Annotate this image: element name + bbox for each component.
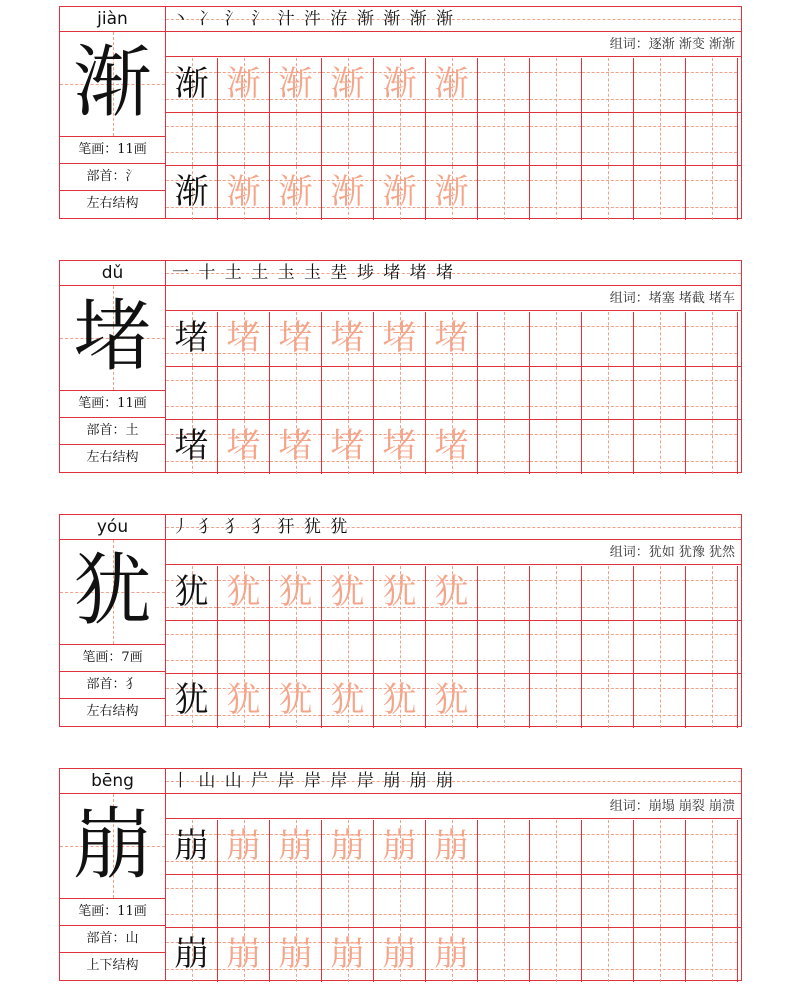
structure: 左右结构: [86, 450, 139, 465]
practice-cell[interactable]: [686, 928, 738, 982]
practice-cell[interactable]: [218, 367, 270, 419]
model-glyph: 堵: [174, 318, 209, 358]
practice-cell[interactable]: [166, 875, 218, 927]
trace-glyph: 崩: [226, 934, 261, 974]
practice-cell[interactable]: [530, 58, 582, 112]
practice-cell[interactable]: [426, 820, 478, 874]
practice-cell[interactable]: [218, 566, 270, 620]
model-glyph: 堵: [174, 426, 209, 466]
practice-cell[interactable]: [634, 875, 686, 927]
radical: 部首：土: [60, 418, 165, 445]
practice-cell[interactable]: [530, 312, 582, 366]
practice-cell[interactable]: [270, 820, 322, 874]
character-block: [59, 514, 742, 727]
practice-cell[interactable]: [166, 420, 218, 474]
practice-cell[interactable]: [426, 312, 478, 366]
trace-glyph: 崩: [382, 934, 417, 974]
trace-glyph: 犹: [382, 680, 417, 720]
practice-row-2: [166, 928, 738, 982]
character-info-panel: [60, 769, 166, 980]
word-examples: 组词：逐渐 渐变 渐渐: [609, 37, 735, 52]
model-glyph: 犹: [174, 680, 209, 720]
practice-cell[interactable]: [686, 566, 738, 620]
practice-cell[interactable]: [634, 928, 686, 982]
trace-glyph: 犹: [330, 680, 365, 720]
word-examples: 组词：崩塌 崩裂 崩溃: [609, 799, 735, 814]
practice-cell[interactable]: [582, 820, 634, 874]
stroke-order-row: [166, 769, 741, 794]
practice-cell[interactable]: [374, 420, 426, 474]
stroke-count: 笔画：11画: [60, 899, 165, 926]
practice-cell[interactable]: [686, 367, 738, 419]
trace-glyph: 崩: [278, 934, 313, 974]
practice-cell[interactable]: [374, 820, 426, 874]
practice-cell[interactable]: [166, 312, 218, 366]
practice-cell[interactable]: [166, 113, 218, 165]
practice-cell[interactable]: [634, 367, 686, 419]
practice-cell[interactable]: [374, 312, 426, 366]
practice-cell[interactable]: [478, 928, 530, 982]
practice-cell[interactable]: [374, 928, 426, 982]
practice-cell[interactable]: [270, 166, 322, 220]
practice-cell[interactable]: [270, 58, 322, 112]
word-row: [166, 794, 741, 819]
practice-cell[interactable]: [530, 621, 582, 673]
practice-cell[interactable]: [582, 420, 634, 474]
practice-cell[interactable]: [270, 875, 322, 927]
stroke-order-sequence: 丶 冫 氵 氵 汁 汼 洊 渐 渐 渐 渐: [172, 9, 456, 29]
practice-cell[interactable]: [218, 621, 270, 673]
practice-cell[interactable]: [686, 312, 738, 366]
practice-cell[interactable]: [166, 367, 218, 419]
practice-cell[interactable]: [426, 674, 478, 728]
trace-glyph: 堵: [382, 318, 417, 358]
trace-glyph: 犹: [226, 572, 261, 612]
trace-glyph: 渐: [382, 172, 417, 212]
stroke-count: 笔画：11画: [60, 137, 165, 164]
practice-cell[interactable]: [270, 566, 322, 620]
practice-cell[interactable]: [530, 113, 582, 165]
practice-cell[interactable]: [270, 367, 322, 419]
practice-cell[interactable]: [322, 875, 374, 927]
character-info-panel: [60, 7, 166, 218]
practice-cell[interactable]: [166, 928, 218, 982]
structure: 左右结构: [86, 704, 139, 719]
practice-cell[interactable]: [686, 166, 738, 220]
practice-cell[interactable]: [530, 928, 582, 982]
practice-cell[interactable]: [686, 875, 738, 927]
large-character-box: [60, 286, 165, 391]
trace-glyph: 堵: [434, 318, 469, 358]
practice-cell[interactable]: [322, 928, 374, 982]
practice-cell[interactable]: [634, 566, 686, 620]
trace-glyph: 渐: [226, 64, 261, 104]
practice-cell[interactable]: [634, 58, 686, 112]
trace-glyph: 崩: [382, 826, 417, 866]
word-row: [166, 286, 741, 311]
practice-area: [166, 261, 741, 472]
practice-cell[interactable]: [478, 420, 530, 474]
blank-row-1: [166, 367, 738, 421]
practice-cell[interactable]: [270, 312, 322, 366]
practice-cell[interactable]: [426, 58, 478, 112]
blank-row-1: [166, 875, 738, 929]
trace-glyph: 堵: [382, 426, 417, 466]
practice-cell[interactable]: [218, 58, 270, 112]
trace-glyph: 堵: [226, 318, 261, 358]
pinyin: jiàn: [60, 7, 165, 32]
model-glyph: 崩: [174, 934, 209, 974]
practice-cell[interactable]: [686, 113, 738, 165]
trace-glyph: 渐: [226, 172, 261, 212]
practice-cell[interactable]: [426, 113, 478, 165]
practice-row-2: [166, 674, 738, 728]
trace-glyph: 堵: [330, 318, 365, 358]
practice-cell[interactable]: [530, 674, 582, 728]
practice-area: [166, 515, 741, 726]
practice-row-2: [166, 420, 738, 474]
practice-cell[interactable]: [166, 621, 218, 673]
practice-cell[interactable]: [530, 420, 582, 474]
character-info-panel: [60, 261, 166, 472]
practice-cell[interactable]: [530, 367, 582, 419]
practice-cell[interactable]: [218, 166, 270, 220]
trace-glyph: 崩: [330, 934, 365, 974]
practice-cell[interactable]: [530, 820, 582, 874]
pinyin: bēng: [60, 769, 165, 794]
large-character: 堵: [73, 292, 152, 382]
practice-cell[interactable]: [686, 820, 738, 874]
character-block: [59, 768, 742, 981]
practice-cell[interactable]: [166, 58, 218, 112]
practice-cell[interactable]: [478, 166, 530, 220]
character-info-panel: [60, 515, 166, 726]
practice-cell[interactable]: [478, 820, 530, 874]
practice-cell[interactable]: [270, 621, 322, 673]
stroke-order-row: [166, 261, 741, 286]
radical: 部首：氵: [60, 164, 165, 191]
practice-cell[interactable]: [582, 367, 634, 419]
practice-cell[interactable]: [322, 420, 374, 474]
model-glyph: 崩: [174, 826, 209, 866]
practice-cell[interactable]: [218, 820, 270, 874]
practice-cell[interactable]: [270, 420, 322, 474]
practice-cell[interactable]: [322, 367, 374, 419]
practice-cell[interactable]: [478, 875, 530, 927]
practice-cell[interactable]: [218, 875, 270, 927]
model-glyph: 犹: [174, 572, 209, 612]
practice-cell[interactable]: [270, 674, 322, 728]
practice-cell[interactable]: [478, 312, 530, 366]
practice-cell[interactable]: [166, 820, 218, 874]
practice-cell[interactable]: [582, 113, 634, 165]
trace-glyph: 犹: [434, 572, 469, 612]
practice-cell[interactable]: [322, 674, 374, 728]
practice-cell[interactable]: [634, 420, 686, 474]
stroke-order-sequence: 一 十 土 土 圡 圡 坓 埗 堵 堵 堵: [172, 263, 456, 283]
practice-cell[interactable]: [634, 312, 686, 366]
practice-cell[interactable]: [322, 166, 374, 220]
practice-cell[interactable]: [426, 420, 478, 474]
practice-cell[interactable]: [582, 621, 634, 673]
practice-cell[interactable]: [530, 566, 582, 620]
practice-row-1: [166, 312, 738, 366]
practice-cell[interactable]: [478, 674, 530, 728]
practice-cell[interactable]: [218, 674, 270, 728]
word-examples: 组词：犹如 犹豫 犹然: [609, 545, 735, 560]
trace-glyph: 渐: [330, 172, 365, 212]
stroke-count: 笔画：11画: [60, 391, 165, 418]
practice-cell[interactable]: [218, 113, 270, 165]
pinyin: dǔ: [60, 261, 165, 286]
word-row: [166, 540, 741, 565]
practice-cell[interactable]: [322, 820, 374, 874]
trace-glyph: 堵: [434, 426, 469, 466]
practice-cell[interactable]: [478, 113, 530, 165]
stroke-order-row: [166, 515, 741, 540]
trace-glyph: 渐: [382, 64, 417, 104]
radical: 部首：犭: [60, 672, 165, 699]
practice-row-1: [166, 820, 738, 874]
practice-cell[interactable]: [322, 58, 374, 112]
practice-cell[interactable]: [582, 312, 634, 366]
practice-cell[interactable]: [270, 928, 322, 982]
practice-cell[interactable]: [634, 820, 686, 874]
practice-cell[interactable]: [166, 566, 218, 620]
trace-glyph: 堵: [278, 318, 313, 358]
practice-cell[interactable]: [166, 166, 218, 220]
character-block: [59, 260, 742, 473]
practice-cell[interactable]: [478, 566, 530, 620]
trace-glyph: 渐: [278, 64, 313, 104]
trace-glyph: 犹: [382, 572, 417, 612]
stroke-order-sequence: 丿 犭 犭 犭 犴 犹 犹: [172, 517, 350, 537]
trace-glyph: 堵: [278, 426, 313, 466]
practice-cell[interactable]: [686, 58, 738, 112]
practice-cell[interactable]: [270, 113, 322, 165]
trace-glyph: 崩: [278, 826, 313, 866]
practice-cell[interactable]: [582, 875, 634, 927]
trace-glyph: 犹: [330, 572, 365, 612]
trace-glyph: 渐: [278, 172, 313, 212]
trace-glyph: 犹: [226, 680, 261, 720]
practice-cell[interactable]: [218, 928, 270, 982]
word-row: [166, 32, 741, 57]
trace-glyph: 渐: [434, 64, 469, 104]
practice-cell[interactable]: [374, 113, 426, 165]
practice-cell[interactable]: [582, 928, 634, 982]
practice-cell[interactable]: [374, 674, 426, 728]
large-character-box: [60, 794, 165, 899]
large-character: 渐: [73, 38, 152, 128]
practice-cell[interactable]: [322, 566, 374, 620]
practice-cell[interactable]: [374, 875, 426, 927]
stroke-order-row: [166, 7, 741, 32]
word-examples: 组词：堵塞 堵截 堵车: [609, 291, 735, 306]
practice-cell[interactable]: [426, 928, 478, 982]
practice-cell[interactable]: [478, 367, 530, 419]
blank-row-1: [166, 621, 738, 675]
structure: 左右结构: [86, 196, 139, 211]
practice-cell[interactable]: [582, 674, 634, 728]
practice-cell[interactable]: [582, 166, 634, 220]
practice-row-2: [166, 166, 738, 220]
trace-glyph: 犹: [278, 680, 313, 720]
trace-glyph: 崩: [434, 826, 469, 866]
practice-cell[interactable]: [686, 674, 738, 728]
practice-cell[interactable]: [478, 621, 530, 673]
trace-glyph: 犹: [278, 572, 313, 612]
trace-glyph: 堵: [330, 426, 365, 466]
practice-cell[interactable]: [322, 113, 374, 165]
practice-cell[interactable]: [374, 166, 426, 220]
practice-cell[interactable]: [478, 58, 530, 112]
practice-row-1: [166, 566, 738, 620]
practice-cell[interactable]: [374, 58, 426, 112]
model-glyph: 渐: [174, 64, 209, 104]
practice-cell[interactable]: [530, 875, 582, 927]
structure: 上下结构: [86, 958, 139, 973]
trace-glyph: 崩: [330, 826, 365, 866]
practice-row-1: [166, 58, 738, 112]
pinyin: yóu: [60, 515, 165, 540]
trace-glyph: 犹: [434, 680, 469, 720]
practice-cell[interactable]: [634, 113, 686, 165]
character-block: [59, 6, 742, 219]
large-character-box: [60, 32, 165, 137]
practice-cell[interactable]: [374, 621, 426, 673]
practice-cell[interactable]: [634, 166, 686, 220]
radical: 部首：山: [60, 926, 165, 953]
practice-cell[interactable]: [322, 621, 374, 673]
practice-area: [166, 769, 741, 980]
stroke-order-sequence: 丨 山 山 屵 岸 岸 岸 岸 崩 崩 崩: [172, 771, 456, 791]
large-character: 犹: [73, 546, 152, 636]
large-character: 崩: [73, 800, 152, 890]
model-glyph: 渐: [174, 172, 209, 212]
practice-cell[interactable]: [582, 58, 634, 112]
trace-glyph: 堵: [226, 426, 261, 466]
practice-cell[interactable]: [166, 674, 218, 728]
practice-cell[interactable]: [426, 566, 478, 620]
practice-cell[interactable]: [374, 367, 426, 419]
trace-glyph: 渐: [330, 64, 365, 104]
trace-glyph: 崩: [434, 934, 469, 974]
trace-glyph: 渐: [434, 172, 469, 212]
practice-cell[interactable]: [686, 621, 738, 673]
practice-cell[interactable]: [426, 166, 478, 220]
practice-cell[interactable]: [426, 875, 478, 927]
practice-cell[interactable]: [218, 420, 270, 474]
practice-area: [166, 7, 741, 218]
practice-cell[interactable]: [530, 166, 582, 220]
large-character-box: [60, 540, 165, 645]
practice-cell[interactable]: [426, 621, 478, 673]
practice-cell[interactable]: [634, 621, 686, 673]
practice-cell[interactable]: [426, 367, 478, 419]
practice-cell[interactable]: [218, 312, 270, 366]
trace-glyph: 崩: [226, 826, 261, 866]
practice-cell[interactable]: [634, 674, 686, 728]
practice-cell[interactable]: [582, 566, 634, 620]
practice-cell[interactable]: [374, 566, 426, 620]
stroke-count: 笔画：7画: [60, 645, 165, 672]
practice-cell[interactable]: [686, 420, 738, 474]
blank-row-1: [166, 113, 738, 167]
practice-cell[interactable]: [322, 312, 374, 366]
